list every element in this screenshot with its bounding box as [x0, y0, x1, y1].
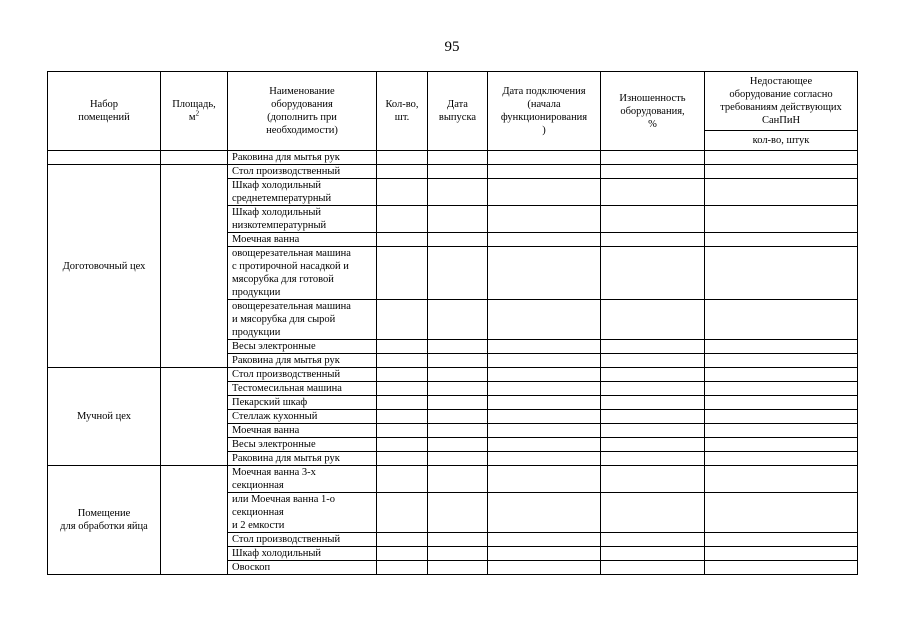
equipment-cell: Моечная ванна 3-х секционная — [228, 466, 377, 493]
empty-cell — [377, 233, 428, 247]
empty-cell — [428, 382, 488, 396]
table-row — [48, 151, 858, 165]
empty-cell — [377, 206, 428, 233]
empty-cell — [428, 368, 488, 382]
empty-cell — [488, 233, 601, 247]
equipment-cell: или Моечная ванна 1-о секционная и 2 емкости — [228, 493, 377, 533]
empty-cell — [377, 561, 428, 575]
empty-cell — [428, 233, 488, 247]
empty-cell — [705, 438, 858, 452]
empty-cell — [488, 466, 601, 493]
empty-cell — [488, 382, 601, 396]
area-superscript: 2 — [195, 109, 200, 118]
empty-cell — [488, 206, 601, 233]
empty-cell — [601, 368, 705, 382]
empty-cell — [428, 247, 488, 300]
room-name-cell: Доготовочный цех — [48, 165, 161, 368]
empty-cell — [488, 165, 601, 179]
empty-cell — [377, 151, 428, 165]
empty-cell — [161, 151, 228, 165]
empty-cell — [428, 206, 488, 233]
header-missing-equipment: Недостающее оборудование согласно требованиям действующих СанПиН — [705, 72, 858, 131]
empty-cell — [705, 206, 858, 233]
equipment-table — [47, 71, 858, 575]
empty-cell — [601, 165, 705, 179]
empty-cell — [601, 424, 705, 438]
empty-cell — [377, 165, 428, 179]
empty-cell — [705, 533, 858, 547]
empty-cell — [428, 533, 488, 547]
empty-cell — [377, 354, 428, 368]
empty-cell — [601, 547, 705, 561]
empty-cell — [377, 410, 428, 424]
empty-cell — [428, 300, 488, 340]
empty-cell — [705, 340, 858, 354]
equipment-cell: овощерезательная машина с протирочной насадкой и мясорубка для готовой продукции — [228, 247, 377, 300]
header-area: Площадь, $м^2$ — [161, 72, 228, 151]
empty-cell — [488, 561, 601, 575]
table-row — [48, 165, 858, 179]
room-name-cell: Помещение для обработки яйца — [48, 466, 161, 575]
empty-cell — [428, 396, 488, 410]
empty-cell — [488, 247, 601, 300]
equipment-cell: Шкаф холодильный — [228, 547, 377, 561]
equipment-cell: Раковина для мытья рук — [228, 452, 377, 466]
page-number: 95 — [444, 39, 460, 55]
empty-cell — [601, 410, 705, 424]
empty-cell — [705, 233, 858, 247]
empty-cell — [377, 533, 428, 547]
empty-cell — [601, 533, 705, 547]
equipment-cell: Шкаф холодильный низкотемпературный — [228, 206, 377, 233]
empty-cell — [48, 151, 161, 165]
empty-cell — [488, 410, 601, 424]
empty-cell — [601, 354, 705, 368]
empty-cell — [428, 561, 488, 575]
empty-cell — [488, 424, 601, 438]
header-quantity: Кол-во, шт. — [377, 72, 428, 151]
empty-cell — [601, 493, 705, 533]
equipment-cell: Моечная ванна — [228, 424, 377, 438]
empty-cell — [488, 300, 601, 340]
empty-cell — [488, 452, 601, 466]
equipment-cell: Раковина для мытья рук — [228, 151, 377, 165]
empty-cell — [377, 300, 428, 340]
header-missing-quantity: кол-во, штук — [705, 131, 858, 151]
header-wear: Изношенность оборудования, % — [601, 72, 705, 151]
empty-cell — [488, 151, 601, 165]
empty-cell — [601, 247, 705, 300]
empty-cell — [705, 424, 858, 438]
empty-cell — [601, 561, 705, 575]
empty-cell — [601, 438, 705, 452]
table-row — [48, 368, 858, 382]
equipment-cell: Стеллаж кухонный — [228, 410, 377, 424]
empty-cell — [488, 533, 601, 547]
empty-cell — [601, 179, 705, 206]
empty-cell — [488, 493, 601, 533]
empty-cell — [705, 300, 858, 340]
empty-cell — [377, 179, 428, 206]
empty-cell — [377, 438, 428, 452]
empty-cell — [705, 179, 858, 206]
empty-cell — [488, 354, 601, 368]
equipment-cell: Стол производственный — [228, 368, 377, 382]
equipment-cell: Стол производственный — [228, 533, 377, 547]
empty-cell — [601, 382, 705, 396]
empty-cell — [601, 452, 705, 466]
empty-cell — [601, 151, 705, 165]
header-equipment-name: Наименование оборудования (дополнить при необходимости) — [228, 72, 377, 151]
empty-cell — [601, 340, 705, 354]
empty-cell — [428, 438, 488, 452]
empty-cell — [377, 493, 428, 533]
empty-cell — [705, 151, 858, 165]
empty-cell — [488, 340, 601, 354]
empty-cell — [428, 452, 488, 466]
area-cell — [161, 368, 228, 466]
equipment-cell: Тестомесильная машина — [228, 382, 377, 396]
empty-cell — [705, 466, 858, 493]
empty-cell — [488, 547, 601, 561]
empty-cell — [377, 247, 428, 300]
empty-cell — [705, 354, 858, 368]
empty-cell — [601, 206, 705, 233]
header-row — [48, 72, 858, 131]
header-release-date: Дата выпуска — [428, 72, 488, 151]
equipment-cell: овощерезательная машина и мясорубка для сырой продукции — [228, 300, 377, 340]
room-name-cell: Мучной цех — [48, 368, 161, 466]
empty-cell — [488, 396, 601, 410]
empty-cell — [428, 354, 488, 368]
empty-cell — [428, 340, 488, 354]
empty-cell — [601, 300, 705, 340]
empty-cell — [377, 396, 428, 410]
empty-cell — [428, 466, 488, 493]
empty-cell — [377, 382, 428, 396]
equipment-cell: Моечная ванна — [228, 233, 377, 247]
empty-cell — [601, 233, 705, 247]
empty-cell — [705, 561, 858, 575]
equipment-cell: Весы электронные — [228, 340, 377, 354]
empty-cell — [705, 493, 858, 533]
equipment-cell: Раковина для мытья рук — [228, 354, 377, 368]
equipment-cell: Пекарский шкаф — [228, 396, 377, 410]
empty-cell — [428, 410, 488, 424]
empty-cell — [705, 396, 858, 410]
equipment-cell: Овоскоп — [228, 561, 377, 575]
empty-cell — [428, 151, 488, 165]
empty-cell — [705, 247, 858, 300]
empty-cell — [705, 382, 858, 396]
empty-cell — [705, 547, 858, 561]
empty-cell — [377, 466, 428, 493]
empty-cell — [377, 547, 428, 561]
header-room-set: Набор помещений — [48, 72, 161, 151]
empty-cell — [601, 466, 705, 493]
area-cell — [161, 466, 228, 575]
empty-cell — [705, 368, 858, 382]
empty-cell — [705, 410, 858, 424]
equipment-cell: Весы электронные — [228, 438, 377, 452]
empty-cell — [428, 424, 488, 438]
empty-cell — [377, 424, 428, 438]
equipment-cell: Стол производственный — [228, 165, 377, 179]
empty-cell — [377, 368, 428, 382]
empty-cell — [601, 396, 705, 410]
empty-cell — [488, 179, 601, 206]
empty-cell — [428, 179, 488, 206]
equipment-cell: Шкаф холодильный среднетемпературный — [228, 179, 377, 206]
empty-cell — [377, 340, 428, 354]
area-cell — [161, 165, 228, 368]
empty-cell — [705, 165, 858, 179]
empty-cell — [705, 452, 858, 466]
table-row — [48, 466, 858, 493]
empty-cell — [428, 493, 488, 533]
empty-cell — [428, 547, 488, 561]
header-connection-date: Дата подключения (начала функционирования ) — [488, 72, 601, 151]
empty-cell — [377, 452, 428, 466]
empty-cell — [488, 368, 601, 382]
empty-cell — [488, 438, 601, 452]
empty-cell — [428, 165, 488, 179]
